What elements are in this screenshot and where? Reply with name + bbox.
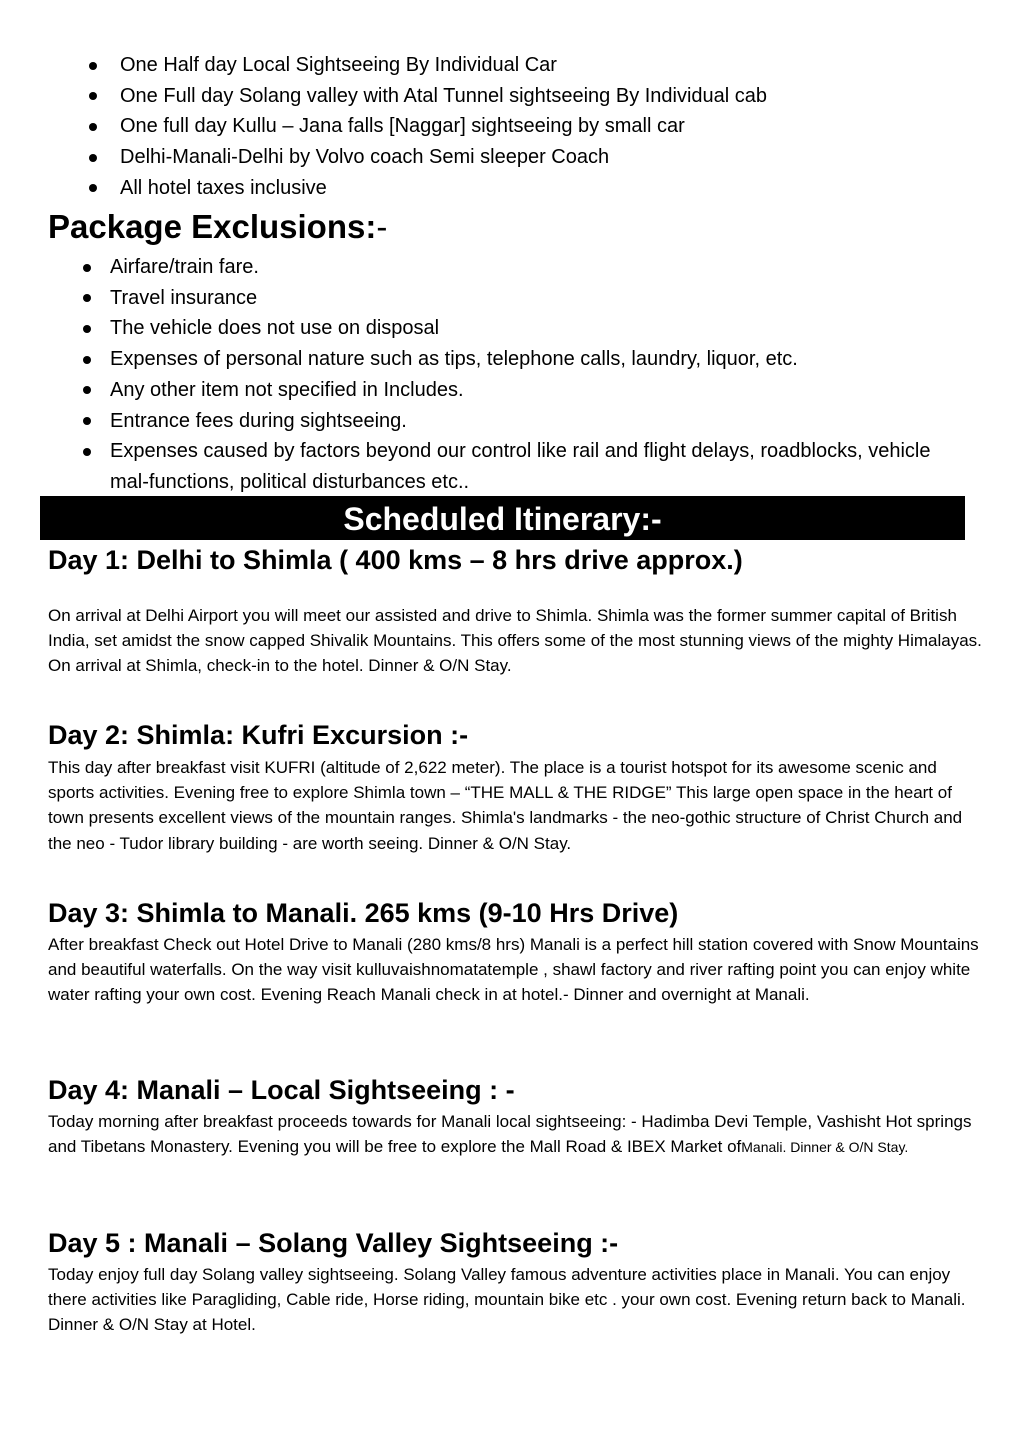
inclusion-text: One Half day Local Sightseeing By Individual Car [120,54,557,76]
list-item [110,252,970,283]
bullet-icon [83,264,91,272]
list-item [120,142,1000,173]
exclusion-text: The vehicle does not use on disposal [110,317,440,340]
bullet-icon [89,184,97,192]
list-item [120,111,1000,142]
inclusion-text: All hotel taxes inclusive [120,176,327,199]
exclusions-heading-suffix: - [376,208,388,245]
list-item [110,375,970,406]
exclusions-heading [48,204,387,250]
list-item [120,50,1000,81]
day-2-description: This day after breakfast visit KUFRI (altitude of 2,622 meter). The place is a tourist hotspot for its awesome scenic and sports activities. Evening free to explore Shimla town – “THE MALL & THE RIDGE” This large open space in the heart of town presents excellent views of the mountain ranges. Shimla's landmarks - the neo-gothic structure of Christ Church and the neo - Tudor library building - are worth seeing. Dinner & O/N Stay. [48,758,963,853]
bullet-icon [89,92,97,100]
exclusion-text: Expenses caused by factors beyond our control like rail and flight delays, roadblocks, vehicle mal-functions, political disturbances etc.. [110,440,931,493]
day-3-description: After breakfast Check out Hotel Drive to Manali (280 kms/8 hrs) Manali is a perfect hill station covered with Snow Mountains and beautiful waterfalls. On the way visit kulluvaishnomatatemple , shawl factory and river rafting point you can enjoy white water rafting your own cost. Evening Reach Manali check in at hotel.- Dinner and overnight at Manali. [48,935,979,1005]
exclusions-list [110,252,970,498]
day-2-title: Day 2: Shimla: Kufri Excursion :- [48,720,469,750]
bullet-icon [89,123,97,131]
day-4-text: Today morning after breakfast proceeds towards for Manali local sightseeing: - Hadimba Devi Temple, Vashisht Hot springs and Tibetans Monastery. Evening you will be free to explore the Mall Road & IBEX Market of [48,1112,972,1157]
list-item [110,283,970,314]
exclusion-text: Entrance fees during sightseeing. [110,409,407,432]
exclusion-text: Expenses of personal nature such as tips, telephone calls, laundry, liquor, etc. [110,348,798,371]
bullet-icon [83,325,91,333]
list-item [110,313,970,344]
list-item [120,173,1000,204]
list-item [110,436,970,497]
bullet-icon [89,154,97,162]
day-4-description [48,1109,983,1160]
day-4-title: Day 4: Manali – Local Sightseeing : - [48,1075,515,1105]
bullet-icon [83,386,91,394]
exclusions-heading-text: Package Exclusions: [48,208,377,245]
exclusion-text: Any other item not specified in Includes. [110,378,464,401]
day-5-description: Today enjoy full day Solang valley sightseeing. Solang Valley famous adventure activities place in Manali. You can enjoy there activities like Paragliding, Cable ride, Horse riding, mountain bike etc . your own cost. Evening return back to Manali. Dinner & O/N Stay at Hotel. [48,1265,966,1335]
bullet-icon [83,417,91,425]
inclusion-text: Delhi-Manali-Delhi by Volvo coach Semi sleeper Coach [120,146,610,169]
inclusion-text: One Full day Solang valley with Atal Tunnel sightseeing By Individual cab [120,84,768,107]
day-1-title: Day 1: Delhi to Shimla ( 400 kms – 8 hrs drive approx.) [48,545,743,575]
day-3-title: Day 3: Shimla to Manali. 265 kms (9-10 Hrs Drive) [48,898,679,928]
bullet-icon [83,356,91,364]
bullet-icon [83,294,91,302]
list-item [110,344,970,375]
list-item [120,81,1000,112]
day-4-text-small: Manali. Dinner & O/N Stay. [741,1139,909,1156]
bullet-icon [83,448,91,456]
day-5-title: Day 5 : Manali – Solang Valley Sightseeing :- [48,1228,619,1258]
itinerary-banner: Scheduled Itinerary:- [40,496,965,540]
exclusion-text: Travel insurance [110,286,258,309]
day-1-description: On arrival at Delhi Airport you will meet our assisted and drive to Shimla. Shimla was the former summer capital of British India, set amidst the snow capped Shivalik Mountains. This offers some of the most stunning views of the mighty Himalayas. On arrival at Shimla, check-in to the hotel. Dinner & O/N Stay. [48,606,982,676]
inclusions-list [120,50,1000,204]
inclusion-text: One full day Kullu – Jana falls [Naggar] sightseeing by small car [120,115,685,138]
exclusion-text: Airfare/train fare. [110,256,259,278]
list-item [110,406,970,437]
bullet-icon [89,62,97,70]
